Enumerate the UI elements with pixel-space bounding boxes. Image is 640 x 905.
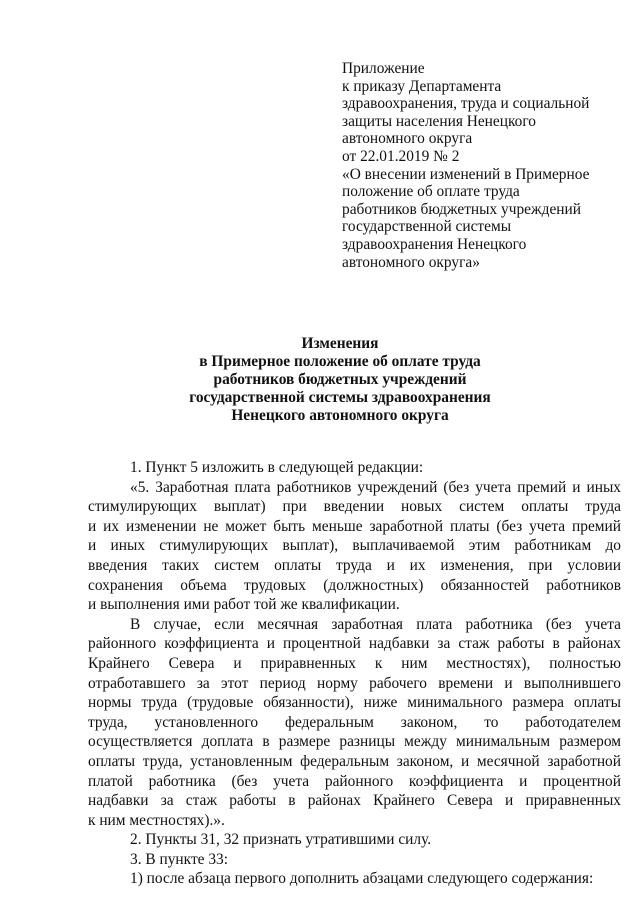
- body-line: 2. Пункты 31, 32 признать утратившими силу.: [130, 831, 432, 849]
- body-line: к ним местностях).».: [88, 811, 225, 829]
- appendix-line: работников бюджетных учреждений: [342, 200, 582, 218]
- document-title: [60, 335, 620, 425]
- body-line: сохранения объема трудовых (должностных) обязанностей работников: [88, 576, 621, 594]
- body-line: надбавки за стаж работы в районах Крайнего Севера и приравненных: [88, 792, 621, 810]
- body-line: 1. Пункт 5 изложить в следующей редакции:: [130, 459, 424, 476]
- body-line: В случае, если месячная заработная плата работника (без учета: [130, 615, 621, 633]
- body-line: Крайнего Севера и приравненных к ним местностях), полностью: [88, 654, 621, 672]
- appendix-line: государственной системы: [342, 218, 512, 236]
- body-line: 1) после абзаца первого дополнить абзацами следующего содержания:: [130, 870, 594, 888]
- appendix-line: положение об оплате труда: [342, 183, 520, 201]
- body-line: отработавшего за этот период норму рабочего времени и выполнившего: [88, 674, 621, 692]
- appendix-line: защиты населения Ненецкого: [342, 112, 537, 130]
- body-line: труда, установленного федеральным законом, то работодателем: [88, 713, 621, 731]
- title-line: Изменения: [301, 335, 379, 352]
- title-line: Ненецкого автономного округа: [231, 407, 449, 424]
- title-line: в Примерное положение об оплате труда: [199, 353, 481, 370]
- body-line: нормы труда (трудовые обязанности), ниже минимального размера оплаты: [88, 694, 621, 712]
- body-line: «5. Заработная плата работников учреждений (без учета премий и иных: [130, 478, 621, 496]
- appendix-line: от 22.01.2019 № 2: [342, 147, 460, 165]
- appendix-line: автономного округа: [342, 130, 473, 148]
- body-line: и их изменении не может быть меньше заработной платы (без учета премий: [88, 517, 621, 535]
- document-body: [88, 458, 621, 889]
- appendix-line: Приложение: [342, 60, 425, 77]
- title-line: государственной системы здравоохранения: [189, 389, 491, 406]
- appendix-header: [342, 60, 622, 271]
- appendix-line: автономного округа»: [342, 253, 480, 271]
- appendix-line: здравоохранения, труда и социальной: [342, 95, 590, 113]
- body-line: введения таких систем оплаты труда и их изменения, при условии: [88, 556, 621, 574]
- body-line: 3. В пункте 33:: [130, 850, 229, 868]
- appendix-line: «О внесении изменений в Примерное: [342, 165, 590, 183]
- body-line: платой работника (без учета районного коэффициента и процентной: [88, 772, 621, 790]
- appendix-line: здравоохранения Ненецкого: [342, 235, 527, 253]
- appendix-line: к приказу Департамента: [342, 77, 502, 95]
- body-line: и иных стимулирующих выплат), выплачиваемой этим работникам до: [88, 537, 621, 555]
- body-line: районного коэффициента и процентной надбавки за стаж работы в районах: [88, 635, 621, 653]
- body-line: оплаты труда, установленным федеральным законом, и месячной заработной: [88, 752, 621, 770]
- body-line: стимулирующих выплат) при введении новых систем оплаты труда: [88, 498, 621, 516]
- body-line: и выполнения ими работ той же квалификации.: [88, 596, 400, 614]
- title-line: работников бюджетных учреждений: [213, 371, 467, 388]
- body-line: осуществляется доплата в размере разницы между минимальным размером: [88, 733, 621, 751]
